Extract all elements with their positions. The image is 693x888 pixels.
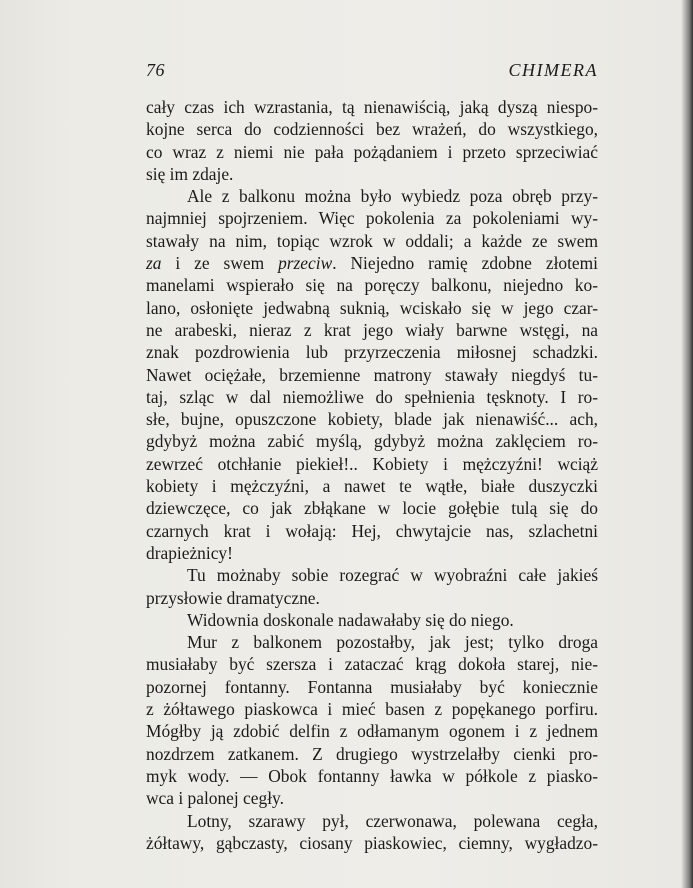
text-line: zewrzeć otchłanie piekieł!.. Kobiety i mężczyźni! wciąż	[146, 453, 598, 474]
text-line: Mógłby ją zdobić delfin z odłamanym ogonem i z jednem	[146, 721, 598, 742]
text-line: drapieżnicy!	[146, 542, 233, 563]
text-line: nozdrzem zatkanem. Z drugiego wystrzelałby cienki pro-	[146, 743, 598, 764]
page-number: 76	[146, 60, 165, 80]
text-line: stawały na nim, topiąc wzrok w oddali; a każde ze swem	[146, 230, 598, 251]
text-line: ne arabeski, nieraz z krat jego wiały barwne wstęgi, na	[146, 319, 598, 340]
text-line: czarnych krat i wołają: Hej, chwytajcie nas, szlachetni	[146, 520, 598, 541]
text-line: słe, bujne, opuszczone kobiety, blade jak nienawiść... ach,	[146, 409, 598, 430]
text-segment: . Niejedno ramię zdobne złotemi	[332, 253, 598, 274]
italic-word-przeciw: przeciw	[278, 253, 333, 274]
text-line: przysłowie dramatyczne.	[146, 587, 320, 608]
running-title: CHIMERA	[508, 60, 598, 80]
paragraph-start-line: Mur z balkonem pozostałby, jak jest; tylko droga	[187, 632, 598, 653]
paragraph-start-line: Lotny, szarawy pył, czerwonawa, polewana cegła,	[187, 810, 598, 831]
body-text	[146, 96, 598, 854]
paragraph-start-line: Widownia doskonale nadawałaby się do niego.	[187, 609, 514, 630]
paragraph-start-line: Ale z balkonu można było wybiedz poza obręb przy-	[187, 186, 598, 207]
text-line: kojne serca do codzienności bez wrażeń, do wszystkiego,	[146, 119, 598, 140]
text-line: manelami wspierało się na poręczy balkonu, niejedno ko-	[146, 275, 598, 296]
text-line: najmniej spojrzeniem. Więc pokolenia za pokoleniami wy-	[146, 208, 598, 229]
text-line: Nawet ociężałe, brzemienne matrony stawały niegdyś tu-	[146, 364, 598, 385]
text-line: z żółtawego piaskowca i mieć basen z popękanego porfiru.	[146, 699, 598, 720]
text-line-with-italics	[146, 252, 598, 274]
text-line: gdybyż można zabić myślą, gdybyż można zaklęciem ro-	[146, 431, 598, 452]
italic-word-za: za	[146, 253, 162, 274]
text-line: znak pozdrowienia lub przyrzeczenia miłosnej schadzki.	[146, 342, 598, 363]
text-line: musiałaby być szersza i zataczać krąg dokoła starej, nie-	[146, 654, 598, 675]
text-line: kobiety i mężczyźni, a nawet te wątłe, białe duszyczki	[146, 476, 598, 497]
text-line: żółtawy, gąbczasty, ciosany piaskowiec, ciemny, wygładzo-	[146, 832, 598, 853]
text-segment: i ze swem	[161, 253, 279, 274]
text-line: pozornej fontanny. Fontanna musiałaby być koniecznie	[146, 676, 598, 697]
text-line: lano, osłonięte jedwabną suknią, wciskało się w jego czar-	[146, 297, 598, 318]
text-line: myk wody. — Obok fontanny ławka w półkole z piasko-	[146, 765, 598, 786]
text-line: cały czas ich wzrastania, tą nienawiścią, jaką dyszą niespo-	[146, 97, 598, 117]
paragraph-start-line: Tu możnaby sobie rozegrać w wyobraźni całe jakieś	[187, 565, 598, 586]
text-line: się im zdaje.	[146, 163, 234, 184]
text-line: dziewczęce, co jak zbłąkane w locie gołębie tulą się do	[146, 498, 598, 519]
text-line: co wraz z niemi nie pała pożądaniem i przeto sprzeciwiać	[146, 141, 598, 162]
page-edge-shadow	[681, 0, 693, 888]
text-line: taj, szląc w dal niemożliwe do spełnienia tęsknoty. I ro-	[146, 386, 598, 407]
text-line: wca i palonej cegły.	[146, 788, 284, 809]
page-header	[146, 60, 598, 84]
